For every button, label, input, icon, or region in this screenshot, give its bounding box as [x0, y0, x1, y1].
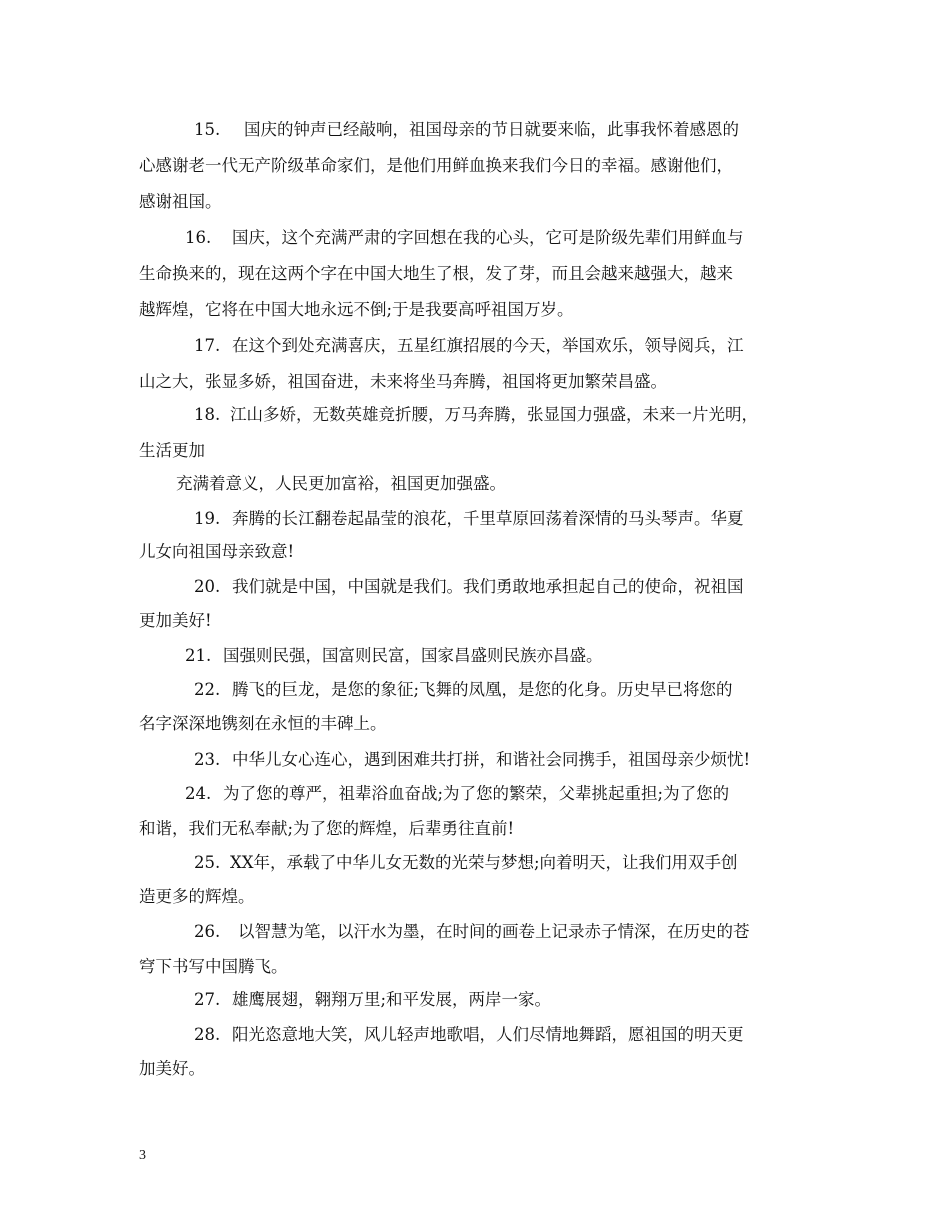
item-number: 26.	[194, 922, 221, 941]
item-number: 22.	[194, 680, 221, 699]
item-number: 24.	[185, 784, 212, 803]
paragraph-16-line-2: 生命换来的，现在这两个字在中国大地生了根，发了芽，而且会越来越强大，越来	[139, 264, 733, 283]
item-number: 15.	[194, 120, 221, 139]
paragraph-15-line-1	[194, 120, 739, 140]
paragraph-text: 江山多娇，无数英雄竞折腰，万马奔腾，张显国力强盛，未来一片光明，	[230, 405, 758, 424]
page-number: 3	[139, 1148, 146, 1163]
paragraph-26-line-2: 穹下书写中国腾飞。	[139, 957, 288, 976]
paragraph-18-line-2: 生活更加	[139, 441, 205, 460]
paragraph-text: 为了您的尊严，祖辈浴血奋战;为了您的繁荣，父辈挑起重担;为了您的	[223, 784, 730, 803]
paragraph-20-line-2: 更加美好!	[139, 611, 212, 630]
paragraph-21-line-1	[185, 646, 603, 666]
paragraph-text: 中华儿女心连心，遇到困难共打拼，和谐社会同携手，祖国母亲少烦忧!	[232, 750, 751, 769]
item-number: 27.	[194, 990, 221, 1009]
paragraph-27-line-1	[194, 990, 551, 1010]
paragraph-text: 奔腾的长江翻卷起晶莹的浪花，千里草原回荡着深情的马头琴声。华夏	[232, 509, 744, 528]
paragraph-17-line-1	[194, 336, 744, 356]
paragraph-20-line-1	[194, 577, 744, 597]
paragraph-19-line-2: 儿女向祖国母亲致意!	[139, 542, 295, 561]
item-number: 23.	[194, 750, 221, 769]
paragraph-19-line-1	[194, 509, 744, 529]
paragraph-18-line-3: 充满着意义，人民更加富裕，祖国更加强盛。	[176, 474, 506, 493]
paragraph-15-line-3: 感谢祖国。	[139, 192, 222, 211]
item-number: 18.	[194, 405, 221, 424]
paragraph-25-line-1	[194, 853, 738, 873]
paragraph-24-line-2: 和谐，我们无私奉献;为了您的辉煌，后辈勇往直前!	[139, 819, 515, 838]
paragraph-text: 阳光恣意地大笑，风儿轻声地歌唱，人们尽情地舞蹈，愿祖国的明天更	[232, 1025, 744, 1044]
paragraph-16-line-1	[185, 228, 744, 248]
paragraph-17-line-2: 山之大，张显多娇，祖国奋进，未来将坐马奔腾，祖国将更加繁荣昌盛。	[139, 372, 667, 391]
paragraph-text: 雄鹰展翅，翱翔万里;和平发展，两岸一家。	[232, 990, 552, 1009]
paragraph-text: 以智慧为笔，以汗水为墨，在时间的画卷上记录赤子情深，在历史的苍	[238, 922, 750, 941]
paragraph-22-line-2: 名字深深地镌刻在永恒的丰碑上。	[139, 714, 387, 733]
item-number: 17.	[194, 336, 221, 355]
paragraph-text: 国庆的钟声已经敲响，祖国母亲的节日就要来临，此事我怀着感恩的	[244, 120, 739, 139]
item-number: 20.	[194, 577, 221, 596]
paragraph-text: 腾飞的巨龙，是您的象征;飞舞的凤凰，是您的化身。历史早已将您的	[232, 680, 733, 699]
paragraph-16-line-3: 越辉煌，它将在中国大地永远不倒;于是我要高呼祖国万岁。	[139, 300, 574, 319]
item-number: 21.	[185, 646, 212, 665]
paragraph-text: 我们就是中国，中国就是我们。我们勇敢地承担起自己的使命，祝祖国	[232, 577, 744, 596]
paragraph-text: 国强则民强，国富则民富，国家昌盛则民族亦昌盛。	[223, 646, 603, 665]
item-number: 25.	[194, 853, 221, 872]
paragraph-23-line-1	[194, 750, 750, 770]
paragraph-text: 在这个到处充满喜庆，五星红旗招展的今天，举国欢乐，领导阅兵，江	[232, 336, 744, 355]
item-number: 16.	[185, 228, 212, 247]
paragraph-26-line-1	[194, 922, 750, 942]
paragraph-24-line-1	[185, 784, 729, 804]
item-number: 19.	[194, 509, 221, 528]
paragraph-28-line-2: 加美好。	[139, 1059, 205, 1078]
item-number: 28.	[194, 1025, 221, 1044]
paragraph-18-line-1	[194, 405, 758, 425]
paragraph-15-line-2: 心感谢老一代无产阶级革命家们，是他们用鲜血换来我们今日的幸福。感谢他们，	[139, 156, 733, 175]
paragraph-text: 国庆，这个充满严肃的字回想在我的心头，它可是阶级先辈们用鲜血与	[232, 228, 744, 247]
paragraph-text: XX年，承载了中华儿女无数的光荣与梦想;向着明天，让我们用双手创	[230, 853, 738, 872]
paragraph-22-line-1	[194, 680, 733, 700]
paragraph-28-line-1	[194, 1025, 744, 1045]
paragraph-25-line-2: 造更多的辉煌。	[139, 887, 255, 906]
